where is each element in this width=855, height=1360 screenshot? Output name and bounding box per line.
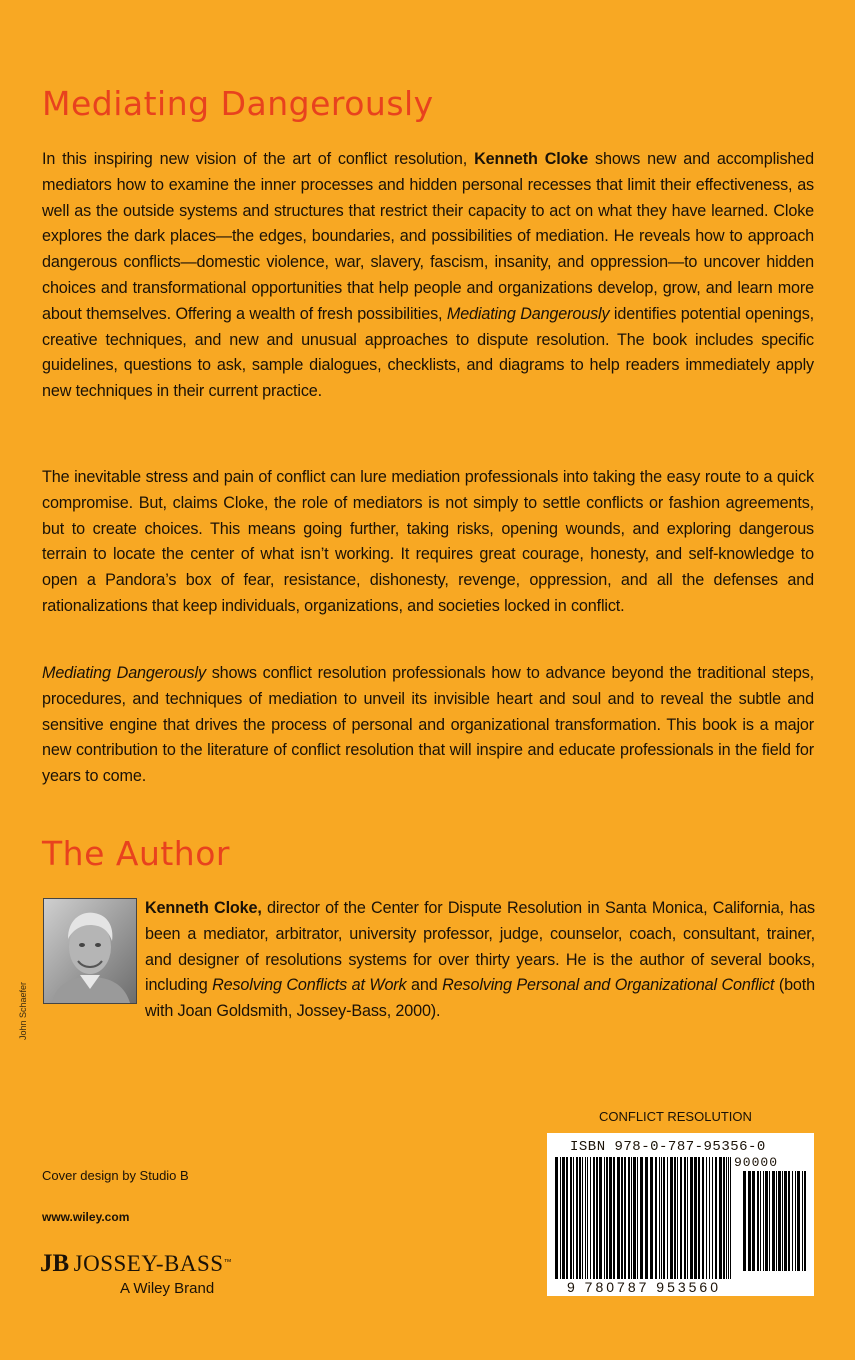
isbn-barcode <box>547 1133 814 1296</box>
ean-digits: 9 780787 953560 <box>567 1279 721 1295</box>
author-photo <box>43 898 137 1004</box>
description-paragraph-3: Mediating Dangerously shows conflict resolution professionals how to advance beyond the traditional steps, procedures, and techniques of mediation to unveil its invisible heart and soul and to reveal the subtle and sensitive engine that drives the process of personal and organizational transformation. This book is a major new contribution to the literature of conflict resolution that will inspire and educate professionals in the field for years to come. <box>42 664 814 786</box>
author-heading: The Author <box>42 834 230 873</box>
cover-design-credit: Cover design by Studio B <box>42 1168 189 1183</box>
publisher-mark: JB <box>40 1250 70 1277</box>
photo-credit: John Schaefer <box>18 981 28 1040</box>
barcode-addon-bars <box>739 1171 809 1271</box>
book-category: CONFLICT RESOLUTION <box>599 1109 752 1124</box>
publisher-subbrand: A Wiley Brand <box>120 1280 215 1297</box>
description-paragraph-1: In this inspiring new vision of the art of conflict resolution, Kenneth Cloke shows new and accomplished mediators how to examine the inner processes and hidden personal recesses that limit their effectiveness, as well as the outside systems and structures that restrict their capacity to act on what they have learned. Cloke explores the dark places—the edges, boundaries, and possibilities of mediation. He reveals how to approach dangerous conflicts—domestic violence, war, slavery, fascism, insanity, and oppression—to uncover hidden choices and transformational opportunities that help people and organizations develop, grow, and learn more about themselves. Offering a wealth of fresh possibilities, Mediating Dangerously identifies potential openings, creative techniques, and new and unusual approaches to dispute resolution. The book includes specific guidelines, questions to ask, sample dialogues, checklists, and diagrams to help readers immediately apply new techniques in their current practice. <box>42 150 814 401</box>
isbn-label: ISBN 978-0-787-95356-0 <box>570 1139 766 1155</box>
publisher-logo <box>40 1250 232 1297</box>
barcode-bars <box>551 1157 735 1279</box>
publisher-website: www.wiley.com <box>42 1210 130 1224</box>
author-name-inline: Kenneth Cloke <box>474 150 589 168</box>
book-title-inline: Mediating Dangerously <box>446 304 610 323</box>
price-code: 90000 <box>734 1155 779 1170</box>
trademark-symbol: ™ <box>223 1257 232 1267</box>
book-title: Mediating Dangerously <box>42 84 434 123</box>
description-paragraph-2: The inevitable stress and pain of conflict can lure mediation professionals into taking the easy route to a quick compromise. But, claims Cloke, the role of mediators is not simply to settle conflicts or fashion agreements, but to create choices. This means going further, taking risks, opening wounds, and exploring dangerous terrain to locate the center of what isn’t working. It requires great courage, honesty, and self-knowledge to open a Pandora’s box of fear, resistance, dishonesty, revenge, oppression, and all the defenses and rationalizations that keep individuals, organizations, and societies locked in conflict. <box>42 468 814 615</box>
book-title-1: Resolving Conflicts at Work <box>212 976 407 995</box>
author-bio: Kenneth Cloke, director of the Center for Dispute Resolution in Santa Monica, California, has been a mediator, arbitrator, university professor, judge, counselor, coach, consultant, trainer, and designer of resolutions systems for over thirty years. He is the author of several books, including Resolving Conflicts at Work and Resolving Personal and Organizational Conflict (both with Joan Goldsmith, Jossey-Bass, 2000). <box>145 899 815 1021</box>
author-name: Kenneth Cloke, <box>145 899 262 917</box>
publisher-name: JOSSEY-BASS <box>73 1251 224 1276</box>
book-title-2: Resolving Personal and Organizational Conflict <box>442 976 775 995</box>
book-title-inline: Mediating Dangerously <box>42 664 206 682</box>
